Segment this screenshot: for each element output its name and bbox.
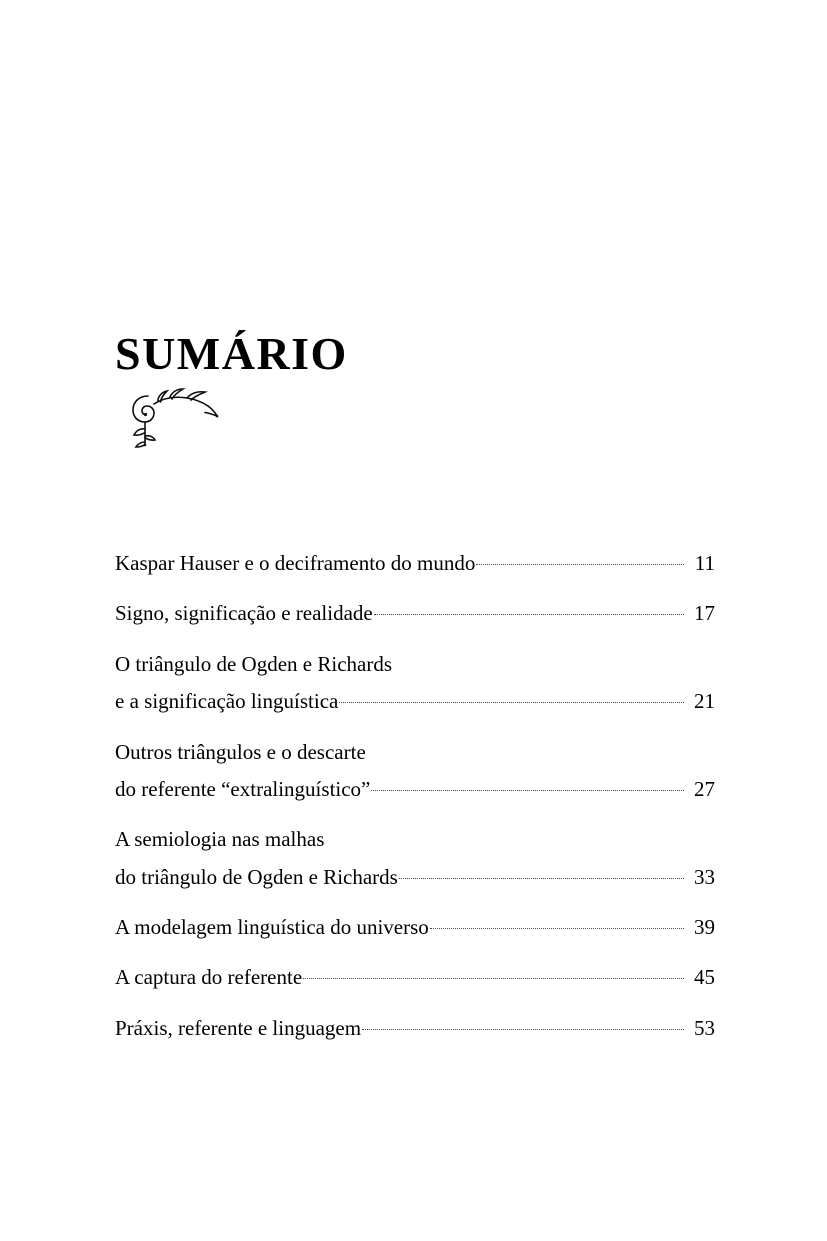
- toc-entry[interactable]: [115, 1010, 715, 1047]
- toc-entry[interactable]: [115, 595, 715, 632]
- toc-entry[interactable]: [115, 959, 715, 996]
- dot-leader: [303, 963, 684, 984]
- line-spacer: [325, 825, 714, 846]
- toc-entry[interactable]: [115, 734, 715, 809]
- toc-entry-page: 45: [694, 965, 715, 990]
- toc-entry-title: A modelagem linguística do universo: [115, 915, 429, 939]
- toc-entry[interactable]: [115, 545, 715, 582]
- toc-entry-title-line-2: do referente “extralinguístico”: [115, 776, 371, 801]
- toc-entry-page: 21: [694, 689, 715, 714]
- toc-entry-title-line-1: Outros triângulos e o descarte: [115, 739, 366, 764]
- dot-leader: [362, 1014, 684, 1035]
- dot-leader: [371, 775, 684, 796]
- toc-entry-page: 53: [694, 1015, 715, 1040]
- toc-entry-title-line-1: A semiologia nas malhas: [115, 827, 325, 852]
- dot-leader: [374, 599, 684, 620]
- toc-entry-title: Práxis, referente e linguagem: [115, 1015, 362, 1040]
- dot-leader: [339, 687, 684, 708]
- dot-leader: [430, 913, 684, 934]
- page-title: SUMÁRIO: [115, 328, 348, 379]
- toc-entry-title-line-2: e a significação linguística: [115, 689, 339, 714]
- floral-ornament-icon: [125, 386, 220, 448]
- toc-entry-page: 27: [694, 776, 715, 801]
- dot-leader: [399, 863, 684, 884]
- toc-entry[interactable]: [115, 909, 715, 946]
- toc-header: [115, 330, 715, 448]
- line-spacer: [367, 738, 714, 759]
- toc-entry-page: 17: [694, 601, 715, 626]
- toc-entry-title: Kaspar Hauser e o deciframento do mundo: [115, 551, 476, 575]
- line-spacer: [393, 650, 714, 671]
- toc-entry-page: 33: [694, 864, 715, 889]
- table-of-contents: [115, 545, 715, 1060]
- toc-entry[interactable]: [115, 821, 715, 896]
- dot-leader: [476, 549, 684, 570]
- toc-entry[interactable]: [115, 646, 715, 721]
- toc-entry-page: 39: [694, 915, 715, 939]
- toc-entry-title: A captura do referente: [115, 965, 303, 990]
- toc-entry-title-line-2: do triângulo de Ogden e Richards: [115, 864, 398, 889]
- toc-entry-title: Signo, significação e realidade: [115, 601, 373, 626]
- toc-entry-page: 11: [694, 551, 715, 575]
- toc-entry-title-line-1: O triângulo de Ogden e Richards: [115, 651, 393, 676]
